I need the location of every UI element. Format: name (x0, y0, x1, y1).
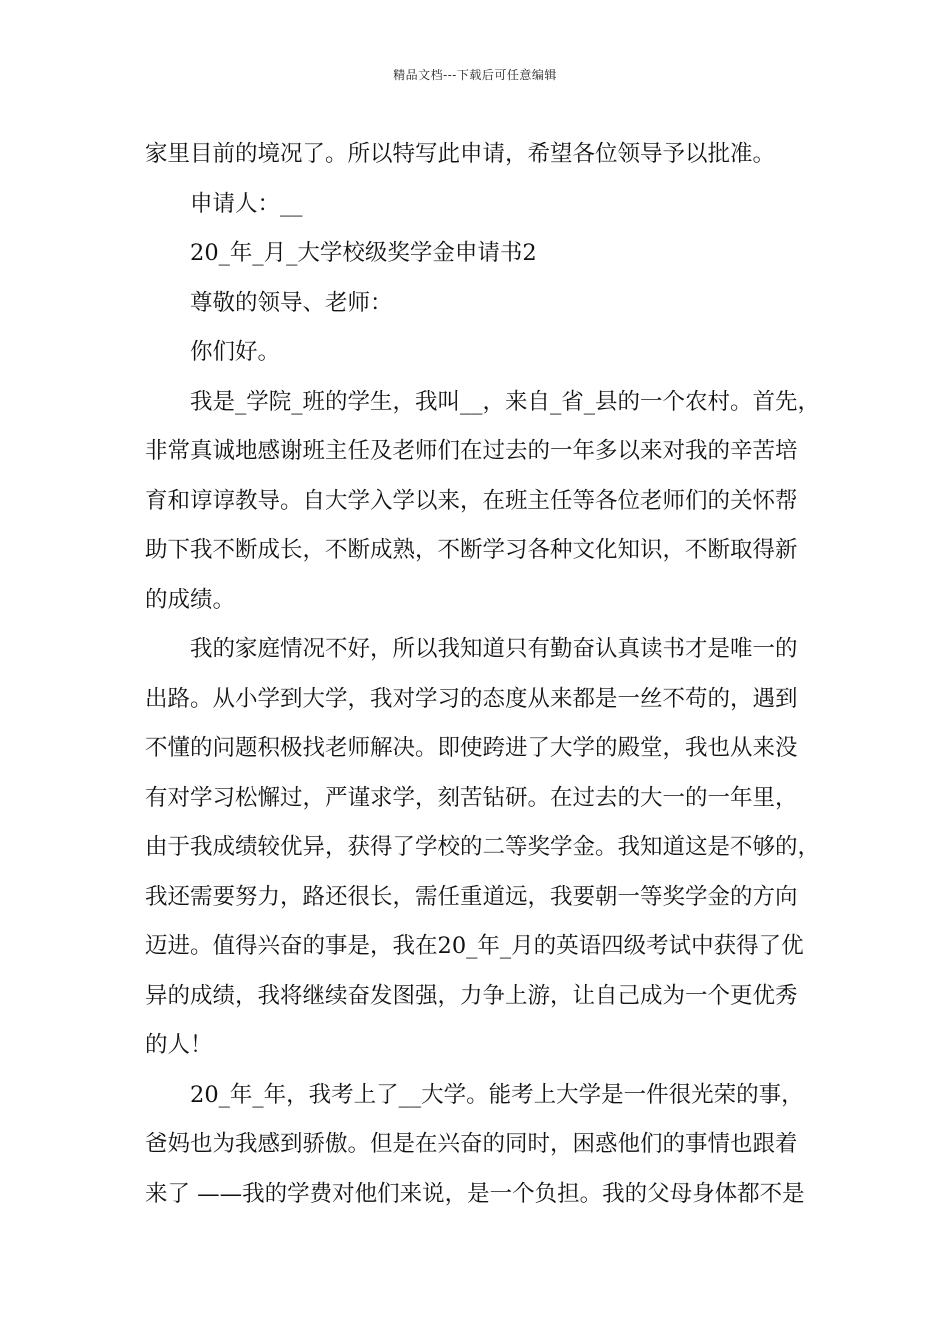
text-line: 育和谆谆教导。自大学入学以来，在班主任等各位老师们的关怀帮 (145, 487, 798, 514)
text-line: 助下我不断成长，不断成熟，不断学习各种文化知识，不断取得新 (145, 537, 798, 563)
text-line: 由于我成绩较优异，获得了学校的二等奖学金。我知道这是不够的， (145, 834, 821, 860)
page-header: 精品文档---下载后可任意编辑 (393, 68, 557, 82)
text-line: 迈进。值得兴奋的事是，我在20_年_月的英语四级考试中获得了优 (145, 933, 804, 959)
text-line: 20_年_月_大学校级奖学金申请书2 (190, 240, 537, 266)
text-line: 尊敬的领导、老师： (190, 289, 393, 316)
text-line: 你们好。 (190, 339, 281, 365)
text-line: 有对学习松懈过，严谨求学，刻苦钻研。在过去的大一的一年里， (145, 784, 798, 811)
text-line: 非常真诚地感谢班主任及老师们在过去的一年多以来对我的辛苦培 (145, 438, 798, 464)
text-line: 申请人：__ (190, 190, 303, 217)
text-line: 爸妈也为我感到骄傲。但是在兴奋的同时，困惑他们的事情也跟着 (145, 1131, 798, 1157)
text-line: 我是_学院_班的学生，我叫__，来自_省_县的一个农村。首先， (190, 388, 821, 415)
text-line: 20_年_年，我考上了__大学。能考上大学是一件很光荣的事， (190, 1081, 804, 1108)
document-body (145, 130, 821, 1219)
text-line: 不懂的问题积极找老师解决。即使跨进了大学的殿堂，我也从来没 (145, 735, 798, 761)
text-line: 家里目前的境况了。所以特写此申请，希望各位领导予以批准。 (145, 141, 776, 167)
text-line: 我还需要努力，路还很长，需任重道远，我要朝一等奖学金的方向 (145, 883, 798, 910)
text-line: 异的成绩，我将继续奋发图强，力争上游，让自己成为一个更优秀 (145, 982, 798, 1009)
text-line: 的成绩。 (145, 586, 236, 613)
text-line: 的人！ (145, 1032, 213, 1058)
text-line: 我的家庭情况不好，所以我知道只有勤奋认真读书才是唯一的 (190, 636, 798, 662)
text-line: 出路。从小学到大学，我对学习的态度从来都是一丝不苟的，遇到 (145, 685, 798, 712)
text-line: 来了 ——我的学费对他们来说，是一个负担。我的父母身体都不是 (145, 1180, 805, 1207)
